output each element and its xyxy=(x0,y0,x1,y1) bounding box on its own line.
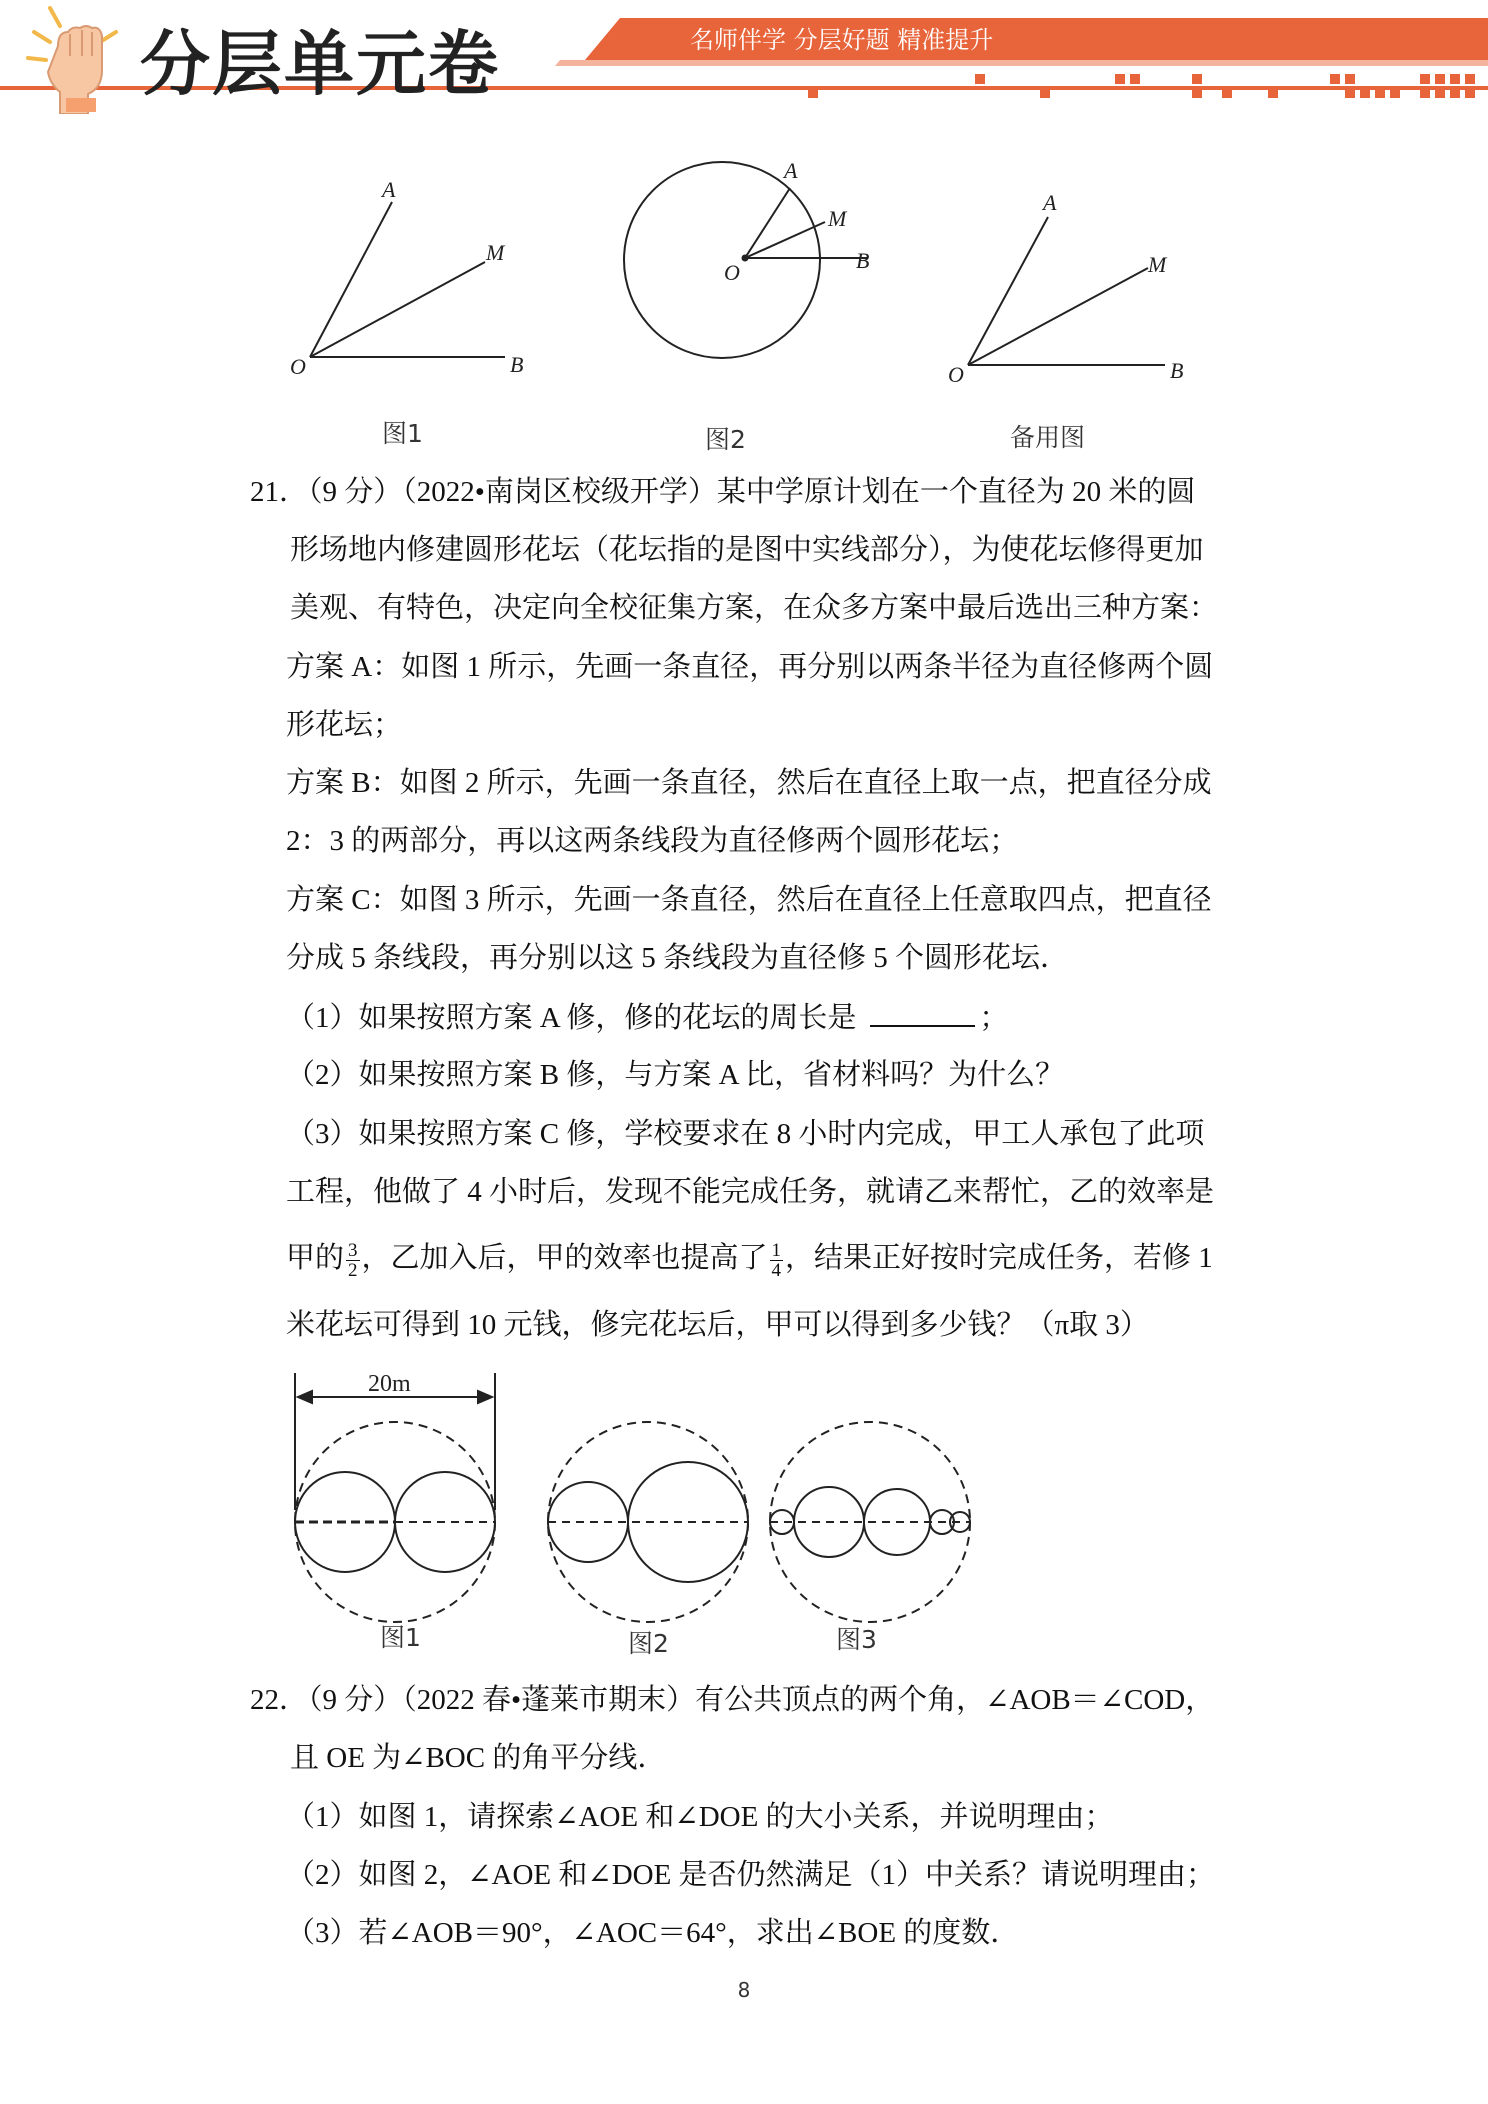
brand-title: 分层单元卷 xyxy=(140,23,500,105)
frac2-numerator: 1 xyxy=(771,1239,782,1261)
q21-plan-b-2: 2：3 的两部分，再以这两条线段为直径修两个圆形花坛； xyxy=(286,825,1019,857)
answer-blank xyxy=(870,997,975,1027)
q21-part-3-4: 米花坛可得到 10 元钱，修完花坛后，甲可以得到多少钱？（π取 3） xyxy=(286,1309,1149,1341)
q21-part-2: （2）如果按照方案 B 修，与方案 A 比，省材料吗？为什么？ xyxy=(286,1059,1065,1091)
q21-plan-b-1: 方案 B：如图 2 所示，先画一条直径，然后在直径上取一点，把直径分成 xyxy=(286,767,1212,799)
backup-label-m: M xyxy=(1148,252,1167,277)
q22-part-2: （2）如图 2，∠AOE 和∠DOE 是否仍然满足（1）中关系？请说明理由； xyxy=(286,1859,1216,1891)
q21-stem-2: 形场地内修建圆形花坛（花坛指的是图中实线部分），为使花坛修得更加 xyxy=(290,534,1204,566)
q21-plan-a-2: 形花坛； xyxy=(286,709,403,741)
fig1-label-m: M xyxy=(486,240,505,265)
q21-plan-c-1: 方案 C：如图 3 所示，先画一条直径，然后在直径上任意取四点，把直径 xyxy=(286,884,1212,916)
backup-label-o: O xyxy=(948,362,964,387)
flowerbed-fig2-caption: 图2 xyxy=(628,1629,669,1658)
q22-line-1: 22．（9 分）（2022 春•蓬莱市期末）有公共顶点的两个角，∠AOB＝∠COD， xyxy=(250,1684,1215,1716)
raised-fist-icon xyxy=(20,2,130,114)
q21-part-1-end: ； xyxy=(979,1002,1009,1034)
q22-part-1: （1）如图 1，请探索∠AOE 和∠DOE 的大小关系，并说明理由； xyxy=(286,1801,1114,1833)
q22-line-2: 且 OE 为∠BOC 的角平分线． xyxy=(290,1742,667,1774)
fig1-label-a: A xyxy=(382,177,396,202)
fig1-label-o: O xyxy=(290,354,306,379)
backup-label-b: B xyxy=(1170,358,1184,383)
q21-part-3-2: 工程，他做了 4 小时后，发现不能完成任务，就请乙来帮忙，乙的效率是 xyxy=(286,1176,1215,1208)
fig-backup-caption: 备用图 xyxy=(1010,423,1086,452)
fig1-label-b: B xyxy=(510,352,524,377)
flowerbed-fig3-caption: 图3 xyxy=(836,1625,877,1654)
fraction-three-halves xyxy=(346,1241,360,1280)
q21-part-1 xyxy=(286,997,1008,1038)
q21-part-3-3b: ，乙加入后，甲的效率也提高了 xyxy=(361,1242,768,1274)
q21-part-3-1: （3）如果按照方案 C 修，学校要求在 8 小时内完成，甲工人承包了此项 xyxy=(286,1118,1205,1150)
flowerbed-fig1-caption: 图1 xyxy=(380,1623,421,1652)
q21-part-3-3a: 甲的 xyxy=(286,1242,345,1274)
q21-part-3-3c: ，结果正好按时完成任务，若修 1 xyxy=(785,1242,1213,1274)
q21-line-1 xyxy=(250,472,1195,512)
page-number: 8 xyxy=(737,1978,751,2002)
q22-part-3: （3）若∠AOB＝90°，∠AOC＝64°，求出∠BOE 的度数． xyxy=(286,1917,1020,1949)
backup-label-a: A xyxy=(1043,190,1057,215)
q21-plan-c-2: 分成 5 条线段，再分别以这 5 条线段为直径修 5 个圆形花坛． xyxy=(286,942,1070,974)
fig2-caption: 图2 xyxy=(705,425,746,454)
q21-stem-3: 美观、有特色，决定向全校征集方案，在众多方案中最后选出三种方案： xyxy=(290,592,1219,624)
frac2-denominator: 4 xyxy=(771,1259,782,1281)
q21-plan-a-1: 方案 A：如图 1 所示，先画一条直径，再分别以两条半径为直径修两个圆 xyxy=(286,651,1214,683)
q21-source: （9 分）（2022•南岗区校级开学） xyxy=(308,476,717,508)
q21-stem-1: 某中学原计划在一个直径为 20 米的圆 xyxy=(716,476,1196,508)
fig1-caption: 图1 xyxy=(382,419,423,448)
q21-number: 21． xyxy=(250,476,309,508)
fig2-label-a: A xyxy=(784,160,798,183)
frac1-numerator: 3 xyxy=(348,1239,358,1261)
fig2-label-m: M xyxy=(828,206,847,231)
frac1-denominator: 2 xyxy=(348,1259,358,1281)
fraction-one-quarter xyxy=(770,1241,784,1280)
q21-part-3-3 xyxy=(286,1238,1213,1280)
dimension-label: 20m xyxy=(368,1371,411,1397)
header-slogan: 名师伴学 分层好题 精准提升 xyxy=(690,26,994,54)
fig2-label-b: B xyxy=(856,248,870,273)
page-header xyxy=(0,0,1488,120)
q21-part-1-text: （1）如果按照方案 A 修，修的花坛的周长是 xyxy=(286,1002,857,1034)
fig2-label-o: O xyxy=(724,260,740,285)
